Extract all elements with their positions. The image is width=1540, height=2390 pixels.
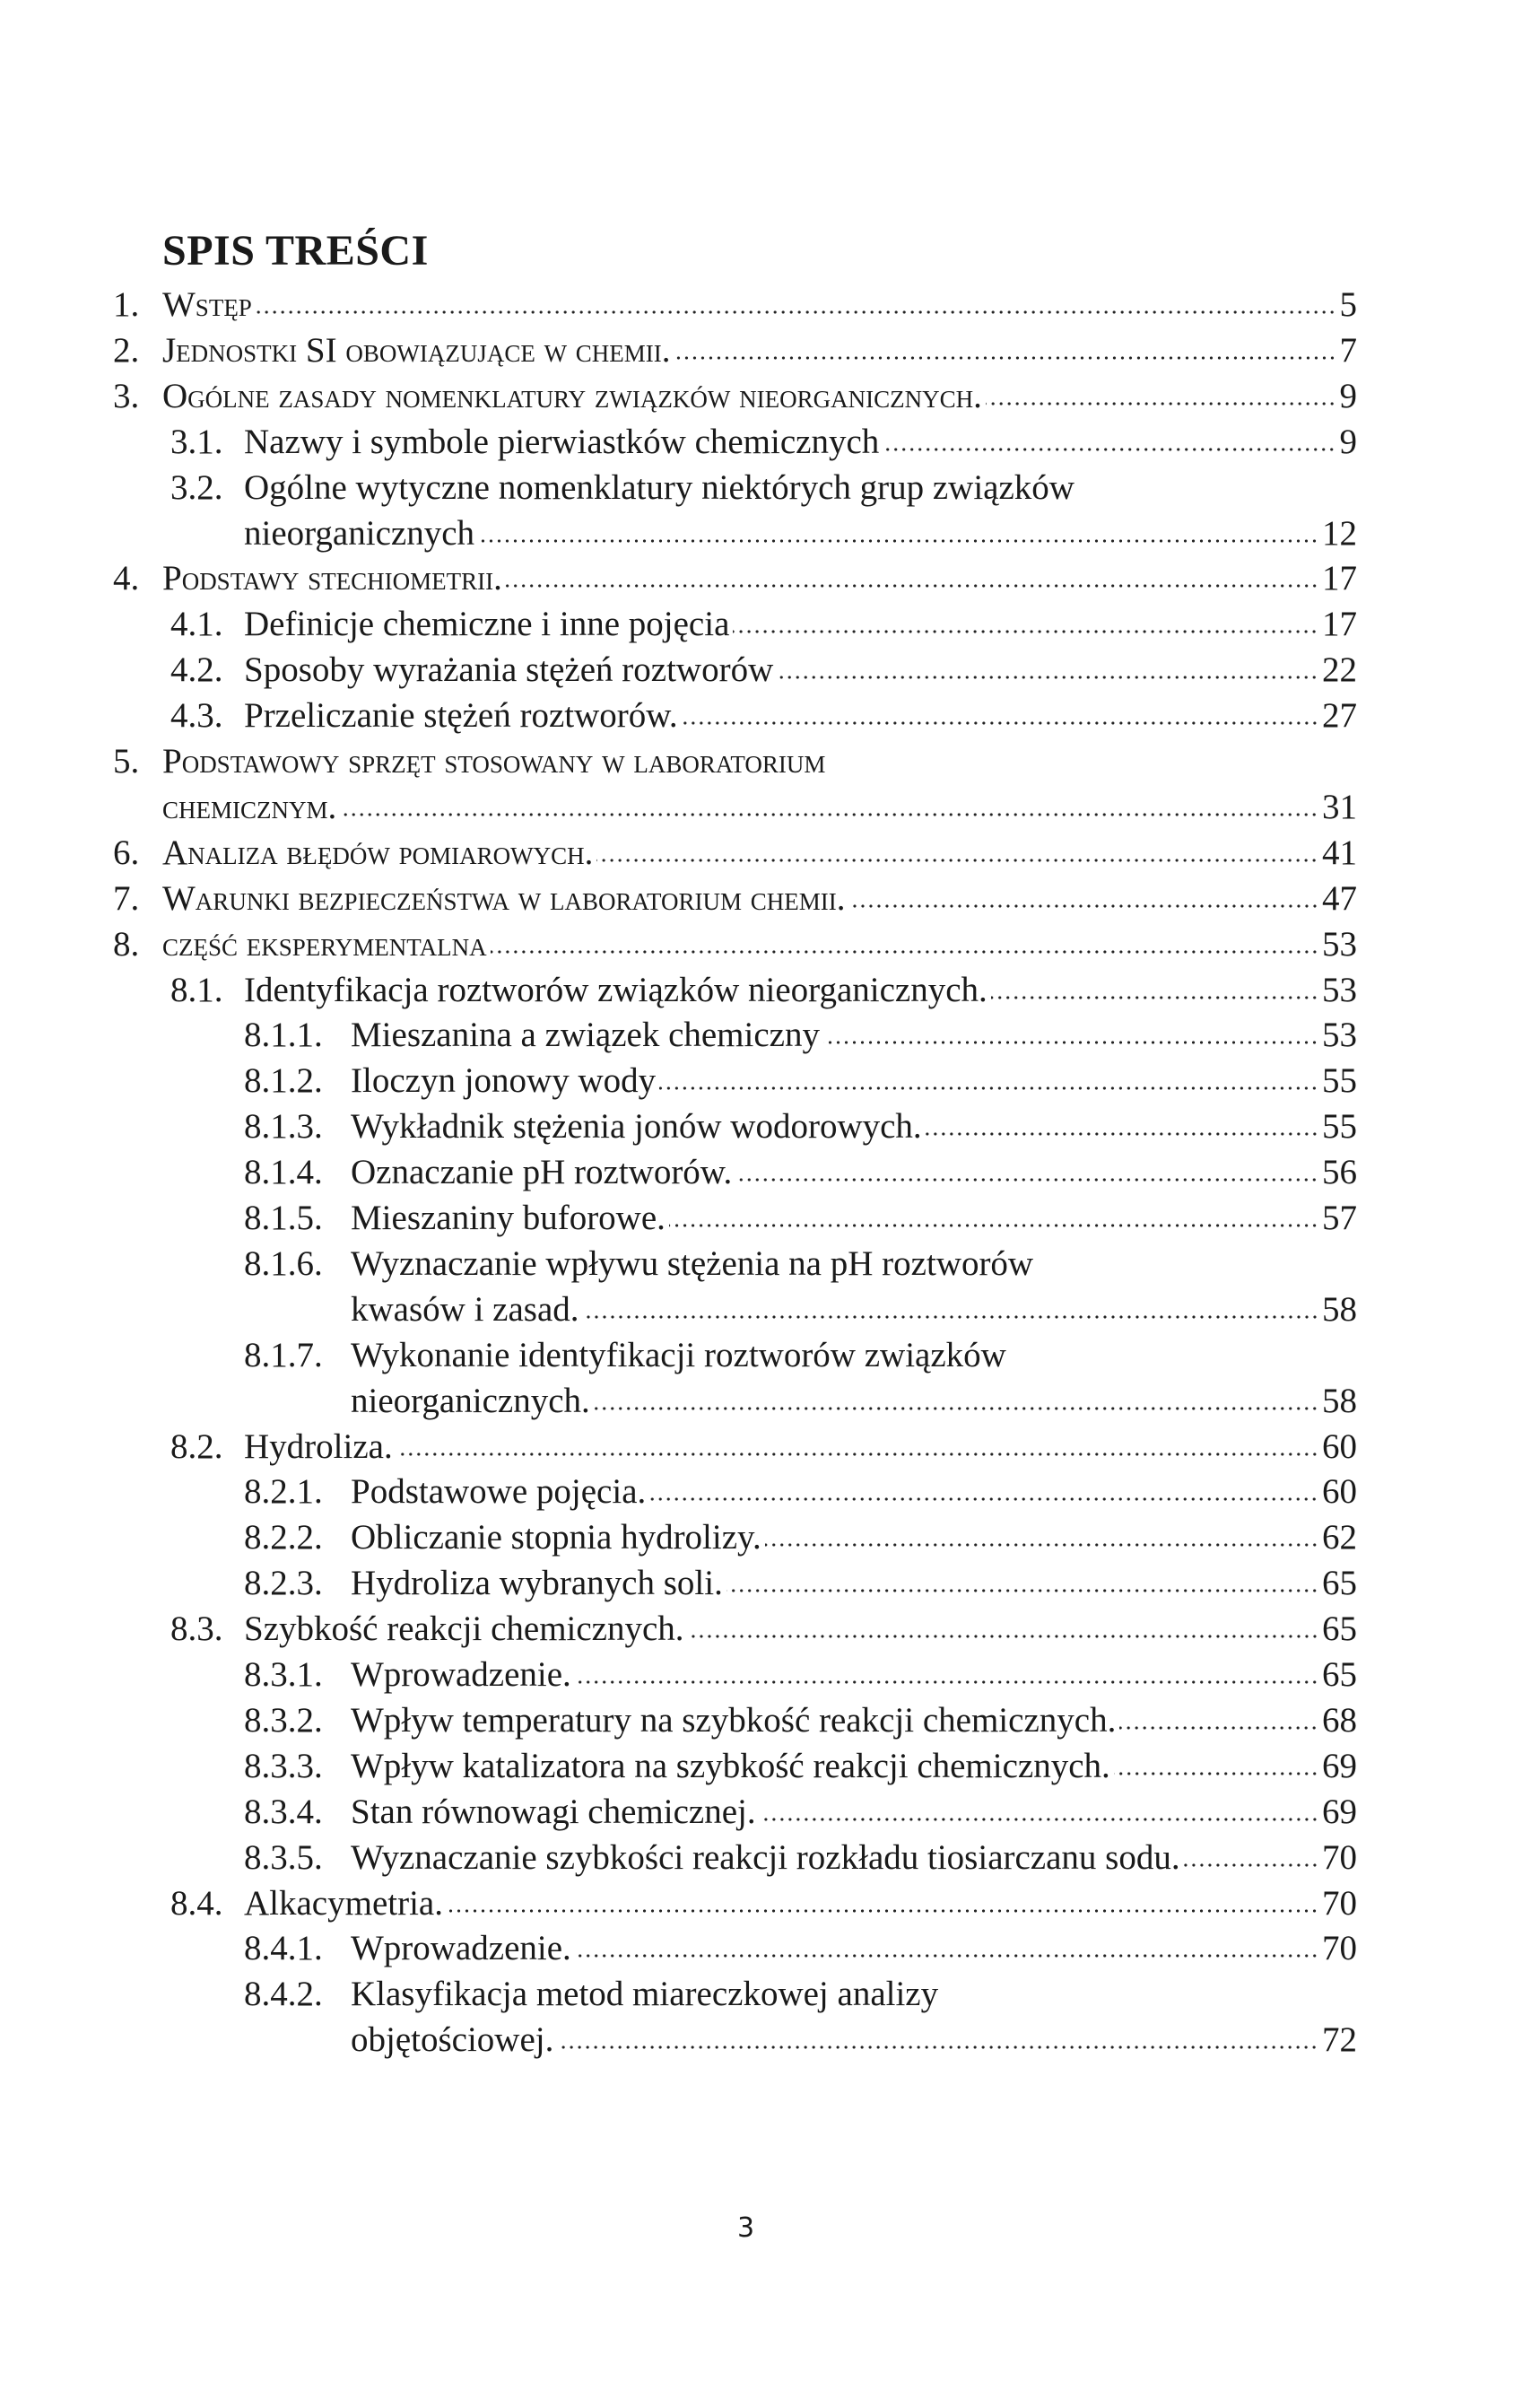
dot-leader bbox=[396, 1451, 1318, 1458]
toc-entry-number: 8.3.1. bbox=[244, 1655, 323, 1694]
toc-entry-number: 8.1.2. bbox=[244, 1061, 323, 1101]
toc-entry-page: 65 bbox=[1322, 1564, 1357, 1603]
toc-entry bbox=[244, 1332, 1357, 1378]
toc-entry-title: Przeliczanie stężeń roztworów. bbox=[244, 696, 678, 736]
toc-entry bbox=[170, 647, 1357, 693]
dot-leader bbox=[986, 400, 1336, 407]
toc-entry bbox=[170, 1880, 1357, 1926]
toc-entry bbox=[244, 1514, 1357, 1560]
toc-entry-page: 27 bbox=[1322, 696, 1357, 736]
toc-entry bbox=[170, 465, 1357, 510]
toc-entry-title: objętościowej. bbox=[351, 2020, 554, 2060]
dot-leader bbox=[447, 1907, 1318, 1915]
toc-entry-title: Hydroliza. bbox=[244, 1426, 393, 1466]
toc-entry bbox=[170, 419, 1357, 465]
toc-entry-title: chemicznym. bbox=[162, 787, 337, 826]
toc-entry bbox=[244, 1241, 1357, 1287]
toc-entry bbox=[113, 830, 1357, 876]
toc-entry-number: 8. bbox=[113, 924, 140, 964]
toc-entry-number: 8.2.1. bbox=[244, 1472, 323, 1512]
toc-entry bbox=[162, 784, 1357, 830]
toc-entry bbox=[113, 373, 1357, 419]
toc-entry bbox=[113, 327, 1357, 373]
dot-leader bbox=[575, 1679, 1318, 1686]
dot-leader bbox=[760, 1816, 1318, 1823]
toc-entry-number: 8.1.1. bbox=[244, 1016, 323, 1055]
toc-entry-title: Alkacymetria. bbox=[244, 1883, 443, 1923]
toc-entry-title: Wprowadzenie. bbox=[351, 1655, 571, 1694]
toc-entry-title: Analiza błędów pomiarowych. bbox=[162, 833, 594, 872]
toc-entry-page: 12 bbox=[1322, 513, 1357, 553]
toc-entry-number: 8.1.4. bbox=[244, 1153, 323, 1192]
toc-entry-number: 3.1. bbox=[170, 422, 223, 461]
dot-leader bbox=[340, 811, 1318, 818]
toc-entry bbox=[244, 1652, 1357, 1697]
toc-entry-number: 8.3.2. bbox=[244, 1700, 323, 1740]
toc-entry-title: Oznaczanie pH roztworów. bbox=[351, 1153, 733, 1192]
toc-entry-title: Ogólne wytyczne nomenklatury niektórych grup związków bbox=[244, 467, 1075, 507]
toc-entry-title: Podstawowe pojęcia. bbox=[351, 1472, 647, 1512]
toc-entry bbox=[170, 1606, 1357, 1652]
toc-entry-title: Identyfikacja roztworów związków nieorganicznych. bbox=[244, 970, 988, 1009]
dot-leader bbox=[491, 948, 1318, 955]
toc-entry bbox=[244, 1925, 1357, 1971]
toc-entry-number: 8.2.3. bbox=[244, 1564, 323, 1603]
toc-entry bbox=[244, 1789, 1357, 1835]
toc-entry-title: nieorganicznych. bbox=[351, 1381, 590, 1420]
toc-entry-title: Wyznaczanie szybkości reakcji rozkładu tiosiarczanu sodu. bbox=[351, 1837, 1180, 1877]
toc-entry-number: 1. bbox=[113, 285, 140, 324]
toc-entry bbox=[351, 1287, 1357, 1332]
toc-entry-number: 3.2. bbox=[170, 467, 223, 507]
dot-leader bbox=[849, 903, 1318, 910]
toc-entry-title: Wstęp bbox=[162, 285, 252, 324]
toc-entry-title: Wpływ katalizatora na szybkość reakcji chemicznych. bbox=[351, 1746, 1110, 1785]
toc-entry-page: 56 bbox=[1322, 1153, 1357, 1192]
dot-leader bbox=[682, 720, 1318, 727]
toc-entry-page: 55 bbox=[1322, 1061, 1357, 1101]
toc-entry-title: Wykonanie identyfikacji roztworów związków bbox=[351, 1335, 1006, 1374]
toc-entry-page: 60 bbox=[1322, 1426, 1357, 1466]
toc-entry-number: 8.1.3. bbox=[244, 1107, 323, 1147]
toc-entry-title: Wyznaczanie wpływu stężenia na pH roztworów bbox=[351, 1243, 1034, 1283]
toc-entry-page: 65 bbox=[1322, 1609, 1357, 1649]
dot-leader bbox=[735, 1176, 1318, 1183]
toc-entry-page: 9 bbox=[1339, 376, 1357, 415]
toc-entry-title: Podstawowy sprzęt stosowany w laboratorium bbox=[162, 742, 826, 781]
toc-entry-page: 58 bbox=[1322, 1381, 1357, 1420]
toc-entry-page: 47 bbox=[1322, 878, 1357, 918]
toc-entry bbox=[244, 1469, 1357, 1514]
toc-entry-title: Ogólne zasady nomenklatury związków nieorganicznych. bbox=[162, 376, 982, 415]
dot-leader bbox=[256, 309, 1336, 316]
toc-entry-title: Wpływ temperatury na szybkość reakcji chemicznych. bbox=[351, 1700, 1117, 1740]
toc-entry-title: Definicje chemiczne i inne pojęcia bbox=[244, 605, 730, 644]
dot-leader bbox=[991, 994, 1318, 1001]
toc-entry-number: 4.3. bbox=[170, 696, 223, 736]
dot-leader bbox=[674, 354, 1336, 362]
toc-entry-number: 8.3.5. bbox=[244, 1837, 323, 1877]
dot-leader bbox=[688, 1633, 1318, 1640]
toc-entry-page: 55 bbox=[1322, 1107, 1357, 1147]
dot-leader bbox=[583, 1313, 1318, 1321]
toc-entry-number: 8.4.2. bbox=[244, 1975, 323, 2014]
toc-entry-title: Wprowadzenie. bbox=[351, 1929, 571, 1968]
page-number: 3 bbox=[737, 2212, 755, 2244]
toc-entry bbox=[244, 510, 1357, 556]
toc-entry-title: Nazwy i symbole pierwiastków chemicznych bbox=[244, 422, 880, 461]
dot-leader bbox=[1184, 1862, 1318, 1869]
toc-entry bbox=[113, 921, 1357, 967]
dot-leader bbox=[575, 1952, 1318, 1959]
toc-entry bbox=[244, 1149, 1357, 1195]
toc-entry-page: 69 bbox=[1322, 1746, 1357, 1785]
toc-entry-page: 70 bbox=[1322, 1883, 1357, 1923]
dot-leader bbox=[596, 857, 1318, 864]
toc-entry bbox=[244, 1012, 1357, 1058]
toc-entry bbox=[351, 1378, 1357, 1424]
toc-entry-number: 4.1. bbox=[170, 605, 223, 644]
toc-entry-page: 41 bbox=[1322, 833, 1357, 872]
toc-entry-number: 4.2. bbox=[170, 650, 223, 690]
dot-leader bbox=[478, 537, 1318, 545]
toc-entry-page: 9 bbox=[1339, 422, 1357, 461]
dot-leader bbox=[594, 1405, 1318, 1412]
toc-entry-number: 8.1. bbox=[170, 970, 223, 1009]
dot-leader bbox=[765, 1541, 1318, 1548]
dot-leader bbox=[557, 2044, 1318, 2051]
toc-entry-page: 31 bbox=[1322, 787, 1357, 826]
toc-entry-page: 69 bbox=[1322, 1792, 1357, 1831]
dot-leader bbox=[777, 674, 1318, 681]
dot-leader bbox=[659, 1085, 1318, 1092]
toc-entry-number: 8.1.7. bbox=[244, 1335, 323, 1374]
toc-entry-title: Wykładnik stężenia jonów wodorowych. bbox=[351, 1107, 922, 1147]
toc-entry-page: 17 bbox=[1322, 605, 1357, 644]
toc-entry-number: 2. bbox=[113, 330, 140, 370]
toc-entry-page: 7 bbox=[1339, 330, 1357, 370]
toc-entry bbox=[351, 2017, 1357, 2063]
dot-leader bbox=[883, 446, 1336, 453]
toc-entry bbox=[244, 1195, 1357, 1241]
toc-entry-number: 5. bbox=[113, 742, 140, 781]
toc-entry-number: 8.3.4. bbox=[244, 1792, 323, 1831]
dot-leader bbox=[926, 1130, 1318, 1138]
dot-leader bbox=[1119, 1724, 1318, 1731]
toc-entry bbox=[113, 555, 1357, 601]
toc-entry bbox=[244, 1560, 1357, 1606]
toc-entry bbox=[244, 1835, 1357, 1880]
toc-entry bbox=[113, 876, 1357, 921]
toc-entry bbox=[244, 1103, 1357, 1149]
toc-entry-number: 8.4. bbox=[170, 1883, 223, 1923]
dot-leader bbox=[1114, 1770, 1318, 1777]
toc-entry-number: 8.1.5. bbox=[244, 1199, 323, 1237]
toc-entry bbox=[170, 1424, 1357, 1470]
toc-entry-page: 53 bbox=[1322, 970, 1357, 1009]
toc-entry-title: Mieszanina a związek chemiczny bbox=[351, 1016, 820, 1055]
toc-entry bbox=[170, 693, 1357, 738]
toc-entry-number: 4. bbox=[113, 559, 140, 598]
toc-entry bbox=[244, 1743, 1357, 1789]
toc-entry-title: Obliczanie stopnia hydrolizy. bbox=[351, 1518, 761, 1557]
toc-entry-page: 65 bbox=[1322, 1655, 1357, 1694]
toc-entry-number: 8.2. bbox=[170, 1426, 223, 1466]
toc-entry-title: Iloczyn jonowy wody bbox=[351, 1061, 657, 1101]
toc-entry-page: 60 bbox=[1322, 1472, 1357, 1512]
toc-entry-page: 70 bbox=[1322, 1929, 1357, 1968]
toc-entry-title: nieorganicznych bbox=[244, 513, 475, 553]
toc-entry bbox=[113, 282, 1357, 327]
toc-entry bbox=[113, 738, 1357, 784]
toc-entry-title: kwasów i zasad. bbox=[351, 1289, 579, 1329]
toc-entry-page: 22 bbox=[1322, 650, 1357, 690]
dot-leader bbox=[726, 1587, 1318, 1594]
toc-entry-title: Mieszaniny buforowe. bbox=[351, 1199, 666, 1237]
toc-entry-page: 68 bbox=[1322, 1700, 1357, 1740]
toc-entry-title: Stan równowagi chemicznej. bbox=[351, 1792, 756, 1831]
toc-entry bbox=[244, 1971, 1357, 2017]
page-title: SPIS TREŚCI bbox=[162, 227, 429, 275]
toc-entry-page: 5 bbox=[1339, 285, 1357, 324]
toc-entry bbox=[170, 967, 1357, 1013]
toc-entry bbox=[170, 601, 1357, 647]
toc-entry-title: Szybkość reakcji chemicznych. bbox=[244, 1609, 684, 1649]
toc-entry-number: 3. bbox=[113, 376, 140, 415]
toc-entry-page: 62 bbox=[1322, 1518, 1357, 1557]
toc-entry-number: 8.1.6. bbox=[244, 1243, 323, 1283]
toc-entry-number: 7. bbox=[113, 878, 140, 918]
toc-entry-page: 17 bbox=[1322, 559, 1357, 598]
toc-entry-number: 8.3.3. bbox=[244, 1746, 323, 1785]
toc-entry-title: Podstawy stechiometrii. bbox=[162, 559, 502, 598]
dot-leader bbox=[733, 628, 1318, 635]
toc-entry-title: Klasyfikacja metod miareczkowej analizy bbox=[351, 1975, 939, 2014]
dot-leader bbox=[669, 1222, 1318, 1229]
toc-entry-page: 57 bbox=[1322, 1199, 1357, 1237]
toc-entry-page: 53 bbox=[1322, 924, 1357, 964]
toc-entry-title: Warunki bezpieczeństwa w laboratorium chemii. bbox=[162, 878, 846, 918]
toc-entry-number: 6. bbox=[113, 833, 140, 872]
toc-entry-page: 70 bbox=[1322, 1837, 1357, 1877]
toc-entry bbox=[244, 1697, 1357, 1743]
toc-entry-number: 8.4.1. bbox=[244, 1929, 323, 1968]
toc-entry-page: 72 bbox=[1322, 2020, 1357, 2060]
toc-entry-title: Hydroliza wybranych soli. bbox=[351, 1564, 723, 1603]
toc-entry-title: część eksperymentalna bbox=[162, 924, 487, 964]
toc-entry-number: 8.3. bbox=[170, 1609, 223, 1649]
toc-entry bbox=[244, 1058, 1357, 1103]
toc-entry-page: 53 bbox=[1322, 1016, 1357, 1055]
toc-entry-title: Sposoby wyrażania stężeń roztworów bbox=[244, 650, 774, 690]
dot-leader bbox=[823, 1039, 1318, 1046]
dot-leader bbox=[506, 582, 1318, 589]
dot-leader bbox=[649, 1496, 1318, 1503]
toc-entry-page: 58 bbox=[1322, 1289, 1357, 1329]
toc-entry-title: Jednostki SI obowiązujące w chemii. bbox=[162, 330, 671, 370]
toc-entry-number: 8.2.2. bbox=[244, 1518, 323, 1557]
